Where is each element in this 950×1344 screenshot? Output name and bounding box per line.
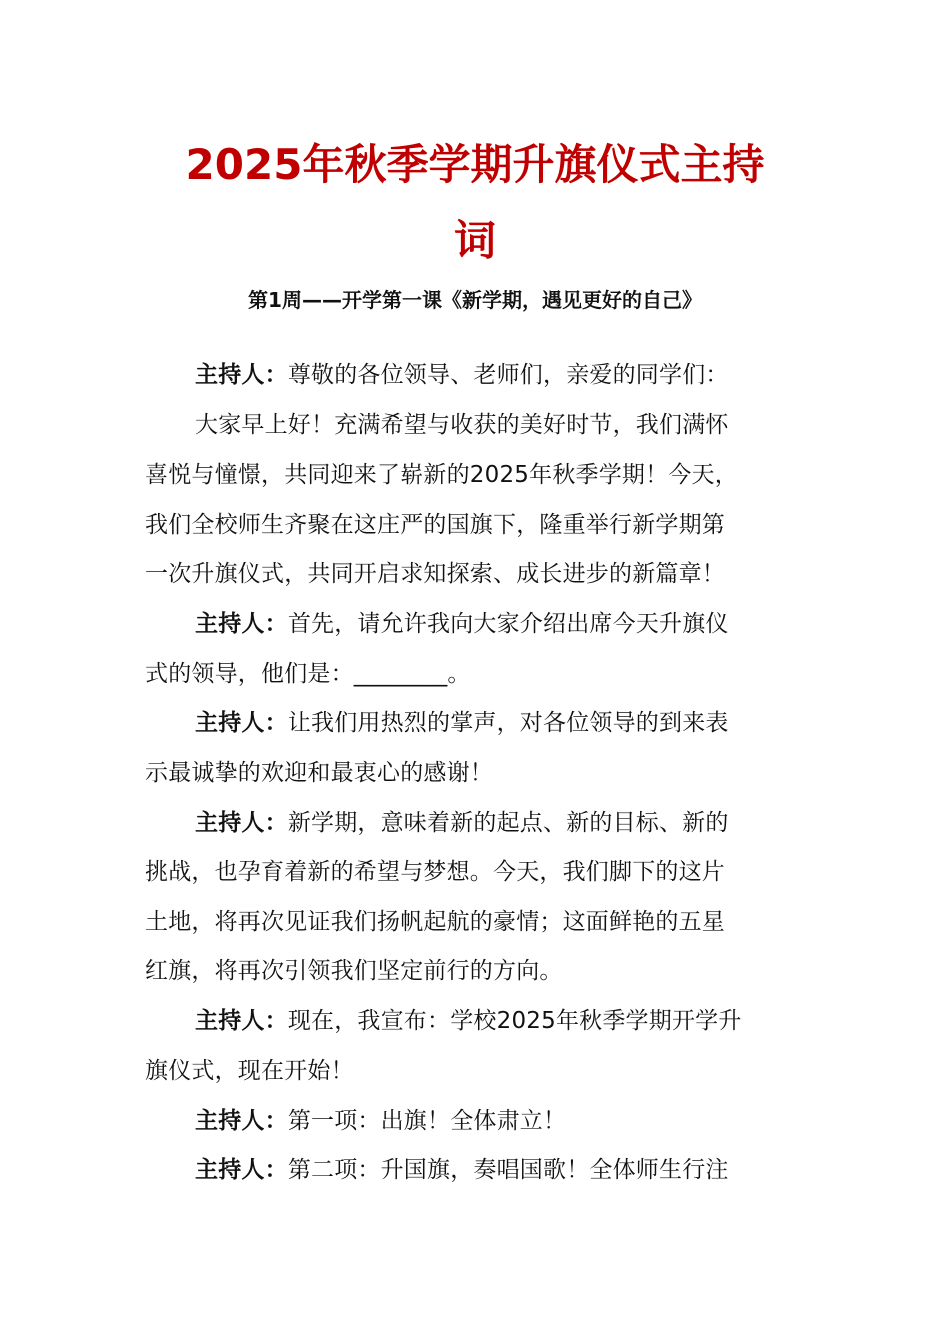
line-text: 红旗，将再次引领我们坚定前行的方向。 xyxy=(145,958,563,984)
line-text: 现在，我宣布：学校2025年秋季学期开学升 xyxy=(287,1008,742,1034)
line-text: 第二项：升国旗，奏唱国歌！全体师生行注 xyxy=(287,1157,729,1183)
paragraph-line xyxy=(145,654,810,694)
paragraph-line xyxy=(145,852,810,892)
speaker-label: 主持人： xyxy=(195,1008,288,1034)
document-title-line-1: 2025年秋季学期升旗仪式主持 xyxy=(185,140,765,189)
line-text: 第一项：出旗！全体肃立！ xyxy=(287,1108,567,1134)
paragraph-line xyxy=(195,703,810,743)
paragraph-line xyxy=(145,455,810,495)
paragraph-line xyxy=(195,405,810,445)
document-subtitle: 第1周——开学第一课《新学期，遇见更好的自己》 xyxy=(248,288,702,312)
speaker-label: 主持人： xyxy=(195,1108,288,1134)
line-text: 土地，将再次见证我们扬帆起航的豪情；这面鲜艳的五星 xyxy=(145,909,725,935)
paragraph-line xyxy=(195,803,810,843)
speaker-label: 主持人： xyxy=(195,362,288,388)
paragraph-line xyxy=(195,1150,810,1190)
speaker-label: 主持人： xyxy=(195,611,288,637)
line-text: 尊敬的各位领导、老师们，亲爱的同学们： xyxy=(287,362,729,388)
line-text: 大家早上好！充满希望与收获的美好时节，我们满怀 xyxy=(195,412,729,438)
speaker-label: 主持人： xyxy=(195,810,288,836)
paragraph-line xyxy=(145,554,810,594)
line-text: 一次升旗仪式，共同开启求知探索、成长进步的新篇章！ xyxy=(145,561,725,587)
paragraph-line xyxy=(195,355,810,395)
paragraph-line xyxy=(145,1051,810,1091)
line-text: 挑战，也孕育着新的希望与梦想。今天，我们脚下的这片 xyxy=(145,859,725,885)
paragraph-line xyxy=(145,753,810,793)
paragraph-line xyxy=(145,951,810,991)
paragraph-line xyxy=(145,505,810,545)
paragraph-line xyxy=(195,604,810,644)
line-text: 示最诚挚的欢迎和最衷心的感谢！ xyxy=(145,760,493,786)
line-text: 新学期，意味着新的起点、新的目标、新的 xyxy=(287,810,729,836)
document-title-line-2: 词 xyxy=(453,216,496,265)
line-text: 旗仪式，现在开始！ xyxy=(145,1058,354,1084)
line-text: 式的领导，他们是：________。 xyxy=(145,661,471,687)
line-text: 让我们用热烈的掌声，对各位领导的到来表 xyxy=(287,710,729,736)
line-text: 喜悦与憧憬，共同迎来了崭新的2025年秋季学期！今天， xyxy=(145,462,738,488)
paragraph-line xyxy=(195,1001,810,1041)
line-text: 首先，请允许我向大家介绍出席今天升旗仪 xyxy=(287,611,729,637)
paragraph-line xyxy=(195,1101,810,1141)
speaker-label: 主持人： xyxy=(195,1157,288,1183)
paragraph-line xyxy=(145,902,810,942)
speaker-label: 主持人： xyxy=(195,710,288,736)
line-text: 我们全校师生齐聚在这庄严的国旗下，隆重举行新学期第 xyxy=(145,512,725,538)
